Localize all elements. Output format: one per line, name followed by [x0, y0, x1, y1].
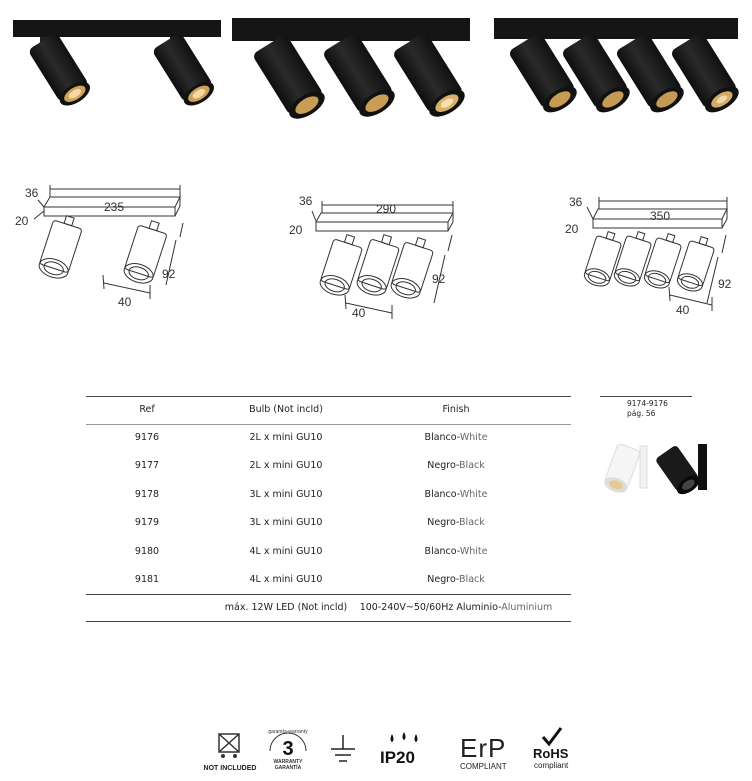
technical-drawing-3-lights [312, 201, 453, 319]
table-row [86, 432, 571, 446]
cell-power: máx. 12W LED (Not incld) [224, 602, 348, 613]
cell-ref: 9179 [134, 517, 160, 528]
cell-finish: Negro-Black [427, 460, 485, 471]
cell-bulb: 3L x mini GU10 [249, 489, 323, 500]
table-row [86, 546, 571, 560]
dim-depth-2: 36 [299, 194, 313, 208]
cell-ref: 9178 [134, 489, 160, 500]
erp-label: ErP [460, 733, 507, 763]
dim-length-3: 350 [650, 209, 671, 223]
warranty-top-text: garantía-warranty [268, 729, 308, 735]
table-footer-row [86, 602, 571, 616]
header-bulb: Bulb (Not incld) [249, 404, 323, 415]
dim-depth-1: 36 [25, 186, 39, 200]
cell-bulb: 3L x mini GU10 [249, 517, 323, 528]
related-product-photo [598, 440, 718, 496]
rohs-label: RoHS [533, 746, 569, 761]
cell-finish: Blanco-White [424, 489, 488, 500]
warranty-label-es: GARANTÍA [274, 765, 302, 771]
dim-drop-3: 92 [718, 277, 732, 291]
header-finish: Finish [442, 404, 470, 415]
table-row [86, 517, 571, 531]
product-photo-2-lights [13, 20, 221, 110]
related-refs: 9174-9176 [627, 399, 668, 408]
product-photo-3-lights [232, 18, 470, 124]
checkmark-icon [540, 726, 564, 748]
related-rule [600, 396, 692, 397]
dim-drop-2: 92 [432, 272, 446, 286]
not-included-label: NOT INCLUDED [203, 765, 257, 772]
dim-diameter-3: 40 [676, 303, 690, 317]
dim-height-1: 20 [15, 214, 29, 228]
bulb-not-included-icon [215, 730, 245, 760]
warranty-icon [260, 725, 316, 773]
dim-length-1: 235 [104, 200, 125, 214]
dim-height-2: 20 [289, 223, 303, 237]
ip-rating: IP20 [380, 748, 415, 767]
related-page: pág. 56 [627, 409, 656, 418]
dim-depth-3: 36 [569, 195, 583, 209]
product-photos [0, 0, 752, 130]
cell-ref: 9180 [134, 546, 160, 557]
cell-finish: Negro-Black [427, 574, 485, 585]
ground-icon [328, 733, 358, 769]
table-row [86, 489, 571, 503]
cell-specs: 100-240V~50/60Hz Aluminio-Aluminium [359, 602, 553, 613]
header-ref: Ref [139, 404, 155, 415]
cell-ref: 9176 [134, 432, 160, 443]
rohs-compliant-label: compliant [534, 761, 569, 770]
table-header-rule [86, 424, 571, 425]
technical-drawings [0, 175, 752, 325]
table-footer-rule [86, 594, 571, 595]
warranty-label: WARRANTY [273, 759, 303, 765]
cell-finish: Blanco-White [424, 546, 488, 557]
cell-ref: 9181 [134, 574, 160, 585]
dim-length-2: 290 [376, 202, 397, 216]
dim-diameter-2: 40 [352, 306, 366, 320]
warranty-number: 3 [282, 738, 294, 760]
product-photo-4-lights [494, 18, 743, 118]
cell-bulb: 2L x mini GU10 [249, 460, 323, 471]
table-header-row [86, 404, 571, 418]
table-top-rule [86, 396, 571, 397]
erp-compliant-label: COMPLIANT [460, 762, 507, 771]
cell-bulb: 2L x mini GU10 [249, 432, 323, 443]
dim-diameter-1: 40 [118, 295, 132, 309]
dim-drop-1: 92 [162, 267, 176, 281]
table-bottom-rule [86, 621, 571, 622]
table-row [86, 574, 571, 588]
cell-finish: Blanco-White [424, 432, 488, 443]
cell-finish: Negro-Black [427, 517, 485, 528]
dim-height-3: 20 [565, 222, 579, 236]
cell-ref: 9177 [134, 460, 160, 471]
cell-bulb: 4L x mini GU10 [249, 546, 323, 557]
water-drops-icon [384, 730, 424, 748]
cell-bulb: 4L x mini GU10 [249, 574, 323, 585]
table-row [86, 460, 571, 474]
